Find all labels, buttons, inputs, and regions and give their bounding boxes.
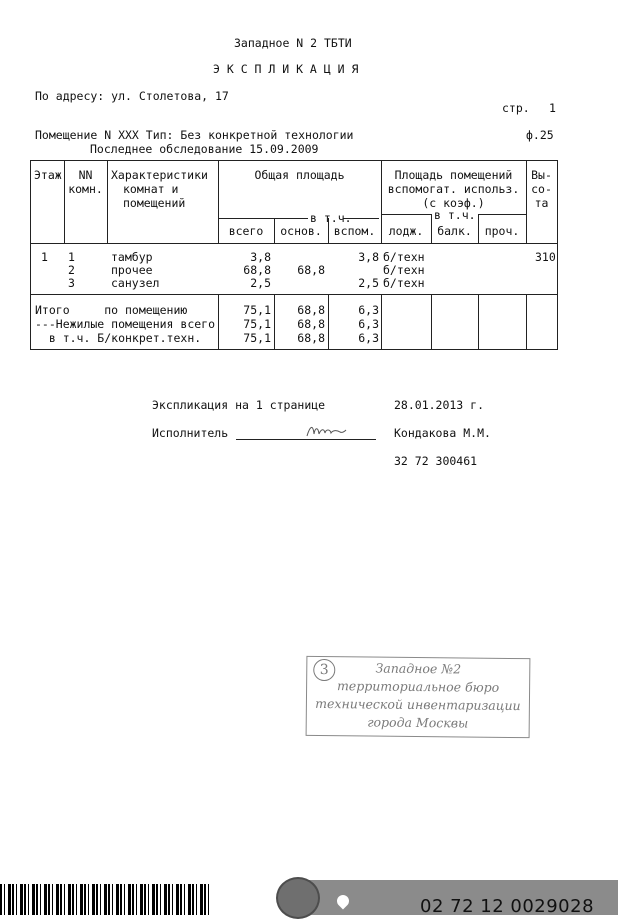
row-aux: 3,8 xyxy=(358,250,379,264)
total-main: 68,8 xyxy=(297,331,325,345)
col-aux: вспом. xyxy=(333,224,376,238)
incl-label: в т.ч. xyxy=(310,211,352,225)
page-number: 1 xyxy=(549,101,556,115)
row-height: 310 xyxy=(535,250,556,264)
col-height-2: со- xyxy=(531,182,552,196)
col-total-area: Общая площадь xyxy=(254,168,345,182)
document-title: Э К С П Л И К А Ц И Я xyxy=(213,62,359,76)
col-aux-area-3: (с коэф.) xyxy=(422,196,485,210)
col-aux-area: Площадь помещений xyxy=(394,168,513,182)
col-characteristics-3: помещений xyxy=(123,196,186,210)
total-all: 75,1 xyxy=(243,303,271,317)
col-nn-2: комн. xyxy=(68,182,103,196)
bti-stamp xyxy=(306,656,531,738)
row-name: тамбур xyxy=(111,250,153,264)
row-nn: 2 xyxy=(68,263,75,277)
stamp-line-2: территориальное бюро xyxy=(336,678,500,695)
signature xyxy=(304,420,348,442)
total-main: 68,8 xyxy=(297,303,325,317)
col-other: проч. xyxy=(484,224,520,238)
stamp-line-1: Западное №2 xyxy=(375,660,462,677)
total-all: 75,1 xyxy=(243,331,271,345)
stamp-number: 3 xyxy=(313,659,335,681)
form-number: ф.25 xyxy=(526,128,554,142)
col-aux-area-2: вспомогат. использ. xyxy=(387,182,520,196)
survey-date: Последнее обследование 15.09.2009 xyxy=(90,142,319,156)
org-name: Западное N 2 ТБТИ xyxy=(234,36,352,50)
page-label: стр. xyxy=(502,101,530,115)
premises-info: Помещение N XXX Тип: Без конкретной технологии xyxy=(35,128,354,142)
row-all: 68,8 xyxy=(243,263,271,277)
col-balcony: балк. xyxy=(437,224,472,238)
doc-date: 28.01.2013 г. xyxy=(394,398,485,412)
incl-label-2: в т.ч. xyxy=(434,208,476,222)
address: По адресу: ул. Столетова, 17 xyxy=(35,89,229,103)
executor-name: Кондакова М.М. xyxy=(394,426,491,440)
barcode xyxy=(0,884,210,915)
row-name: санузел xyxy=(111,276,160,290)
phone-number: 32 72 300461 xyxy=(394,454,478,468)
col-all: всего xyxy=(228,224,264,238)
stamp-line-3: технической инвентаризации xyxy=(315,695,521,714)
row-nn: 1 xyxy=(68,250,75,264)
col-main: основ. xyxy=(280,224,322,238)
pages-count: Экспликация на 1 странице xyxy=(152,398,326,412)
row-all: 3,8 xyxy=(250,250,271,264)
col-characteristics-2: комнат и xyxy=(123,182,179,196)
stamp-line-4: города Москвы xyxy=(367,714,469,731)
registration-number: 02 72 12 0029028 xyxy=(420,896,595,917)
row-name: прочее xyxy=(111,263,153,277)
col-characteristics: Характеристики xyxy=(111,168,208,182)
col-height-3: та xyxy=(534,196,549,210)
total-aux: 6,3 xyxy=(358,317,379,331)
executor-label: Исполнитель xyxy=(152,426,229,440)
row-main: 68,8 xyxy=(297,263,325,277)
row-all: 2,5 xyxy=(250,276,271,290)
total-label: Итого по помещению xyxy=(35,303,188,317)
total-main: 68,8 xyxy=(297,317,325,331)
seal-icon xyxy=(276,877,320,919)
total-all: 75,1 xyxy=(243,317,271,331)
row-aux: 2,5 xyxy=(358,276,379,290)
col-nn: NN xyxy=(78,168,93,182)
total-aux: 6,3 xyxy=(358,331,379,345)
row-note: б/техн xyxy=(383,276,425,290)
row-note: б/техн xyxy=(383,263,425,277)
row-note: б/техн xyxy=(383,250,425,264)
col-floor: Этаж xyxy=(34,168,62,182)
total-label: ---Нежилые помещения всего xyxy=(35,317,216,331)
total-label: в т.ч. Б/конкрет.техн. xyxy=(35,331,202,345)
col-height: Вы- xyxy=(531,168,552,182)
row-nn: 3 xyxy=(68,276,75,290)
row-floor: 1 xyxy=(41,250,48,264)
total-aux: 6,3 xyxy=(358,303,379,317)
col-loggia: лодж. xyxy=(388,224,424,238)
